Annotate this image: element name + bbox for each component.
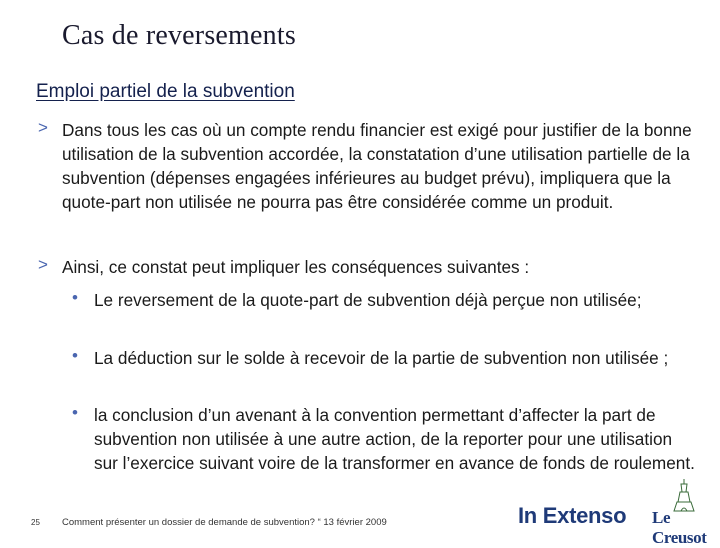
arrow-marker: > [38,255,48,274]
slide-title: Cas de reversements [62,20,296,51]
bullet-marker: • [72,346,78,365]
arrow-marker: > [38,118,48,137]
bullet-marker: • [72,288,78,307]
le-creusot-logo: Le Creusot [652,508,707,547]
page-number: 25 [31,518,40,527]
paragraph-2: Ainsi, ce constat peut impliquer les conséquences suivantes : [62,257,530,277]
paragraph-1: Dans tous les cas où un compte rendu financier est exigé pour justifier de la bonne utilisation de la subvention accordée, la constatation d’une utilisation partielle de la subvention (dépenses engagées inférieures au budget prévu), impliquera que la quote-part non utilisée ne pourra pas être considérée comme un produit. [62,120,692,212]
bullet-item-1: Le reversement de la quote-part de subvention déjà perçue non utilisée; [94,290,642,310]
bullet-item-3: la conclusion d’un avenant à la convention permettant d’affecter la part de subvention non utilisée à une autre action, de la reporter pour une utilisation sur l’exercice suivant voire de la transformer en avance de fonds de roulement. [94,405,695,473]
footer-text: Comment présenter un dossier de demande de subvention? “ 13 février 2009 [62,517,387,528]
tower-logo-icon [668,478,700,512]
section-subtitle: Emploi partiel de la subvention [36,81,295,102]
bullet-marker: • [72,403,78,422]
bullet-item-2: La déduction sur le solde à recevoir de la partie de subvention non utilisée ; [94,348,669,368]
in-extenso-logo: In Extenso [518,503,627,528]
